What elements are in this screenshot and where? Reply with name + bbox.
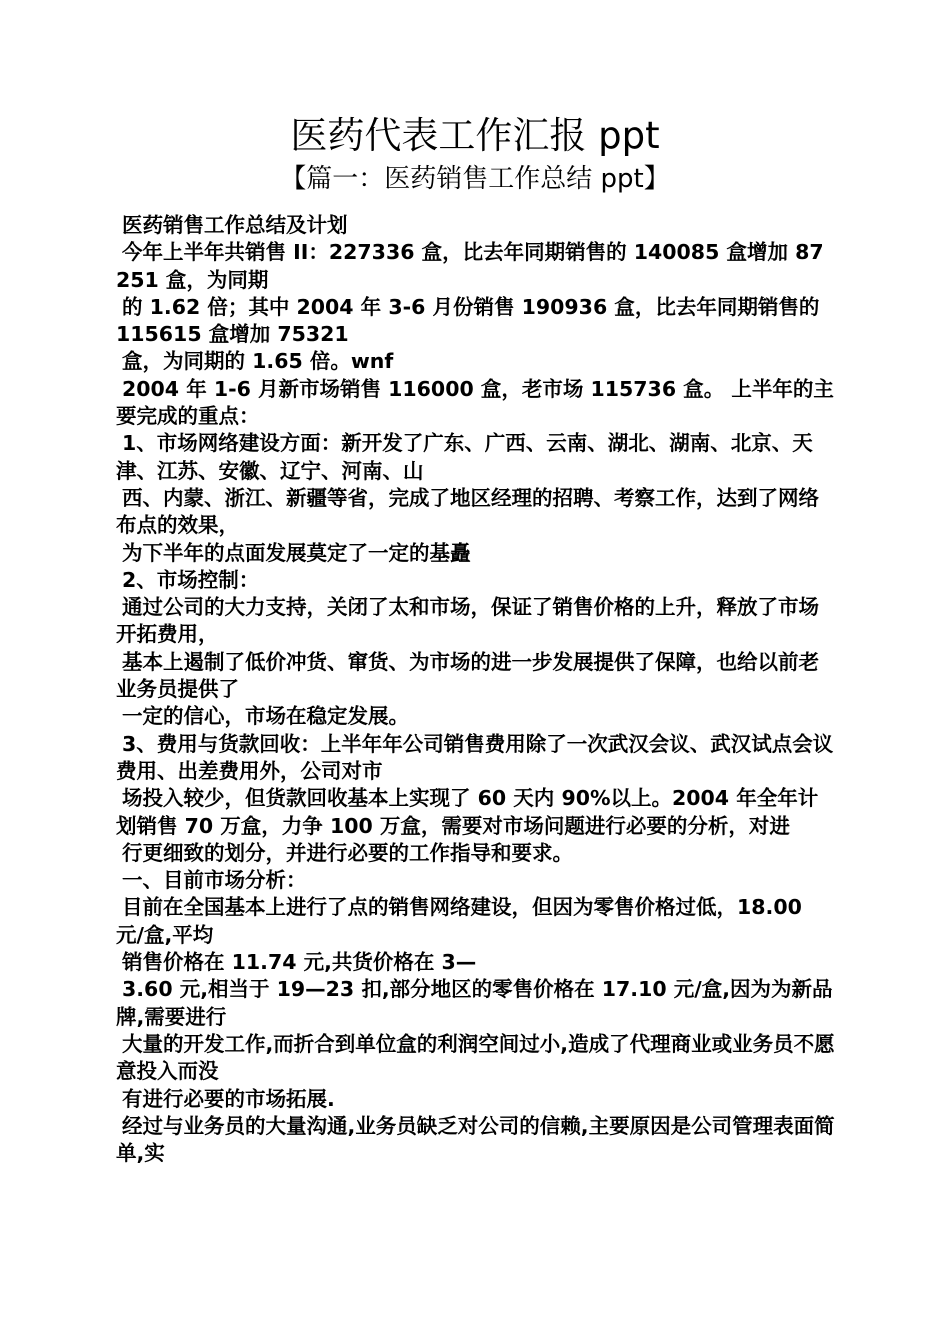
paragraph: 基本上遏制了低价冲货、窜货、为市场的进一步发展提供了保障，也给以前老业务员提供了 [116, 649, 819, 702]
section-heading: 一、目前市场分析： [122, 868, 307, 893]
paragraph: 一定的信心，市场在稳定发展。 [122, 704, 409, 729]
paragraph: 为下半年的点面发展莫定了一定的基矗 [122, 540, 471, 565]
paragraph: 大量的开发工作,而折合到单位盒的利润空间过小,造成了代理商业或业务员不愿意投入而没 [116, 1031, 835, 1084]
section-heading: 2、市场控制： [122, 567, 260, 592]
paragraph: 目前在全国基本上进行了点的销售网络建设，但因为零售价格过低，18.00 元/盒,平均 [116, 895, 802, 947]
document-title: 医药代表工作汇报 ppt [290, 114, 660, 157]
paragraph: 有进行必要的市场拓展. [122, 1086, 335, 1111]
paragraph: 今年上半年共销售 II：227336 盒，比去年同期销售的 140085 盒增加 87251 盒，为同期 [116, 240, 824, 292]
paragraph: 3、费用与货款回收：上半年年公司销售费用除了一次武汉会议、武汉试点会议费用、出差费用外，公司对市 [116, 731, 834, 783]
paragraph: 行更细致的划分，并进行必要的工作指导和要求。 [122, 840, 573, 865]
paragraph: 通过公司的大力支持，关闭了太和市场，保证了销售价格的上升，释放了市场开拓费用， [116, 595, 819, 647]
paragraph: 西、内蒙、浙江、新疆等省，完成了地区经理的招聘、考察工作，达到了网络布点的效果， [116, 485, 819, 538]
paragraph: 盒，为同期的 1.65 倍。wnf [122, 349, 394, 374]
section-heading: 医药销售工作总结及计划 [122, 213, 348, 237]
document-body [116, 212, 836, 1167]
paragraph: 销售价格在 11.74 元,共货价格在 3— [122, 950, 477, 975]
paragraph: 的 1.62 倍；其中 2004 年 3-6 月份销售 190936 盒，比去年同期销售的 115615 盒增加 75321 [116, 294, 820, 347]
paragraph: 3.60 元,相当于 19—23 扣,部分地区的零售价格在 17.10 元/盒,因为为新品牌,需要进行 [116, 977, 833, 1029]
document-subtitle: 【篇一：医药销售工作总结 ppt】 [280, 164, 670, 194]
paragraph: 场投入较少，但货款回收基本上实现了 60 天内 90%以上。2004 年全年计划销售 70 万盒，力争 100 万盒，需要对市场问题进行必要的分析，对进 [116, 786, 819, 838]
paragraph: 经过与业务员的大量沟通,业务员缺乏对公司的信赖,主要原因是公司管理表面简单,实 [116, 1113, 835, 1166]
paragraph: 1、市场网络建设方面：新开发了广东、广西、云南、湖北、湖南、北京、天津、江苏、安徽、辽宁、河南、山 [116, 431, 813, 483]
paragraph: 2004 年 1-6 月新市场销售 116000 盒，老市场 115736 盒。 上半年的主要完成的重点： [116, 376, 834, 429]
